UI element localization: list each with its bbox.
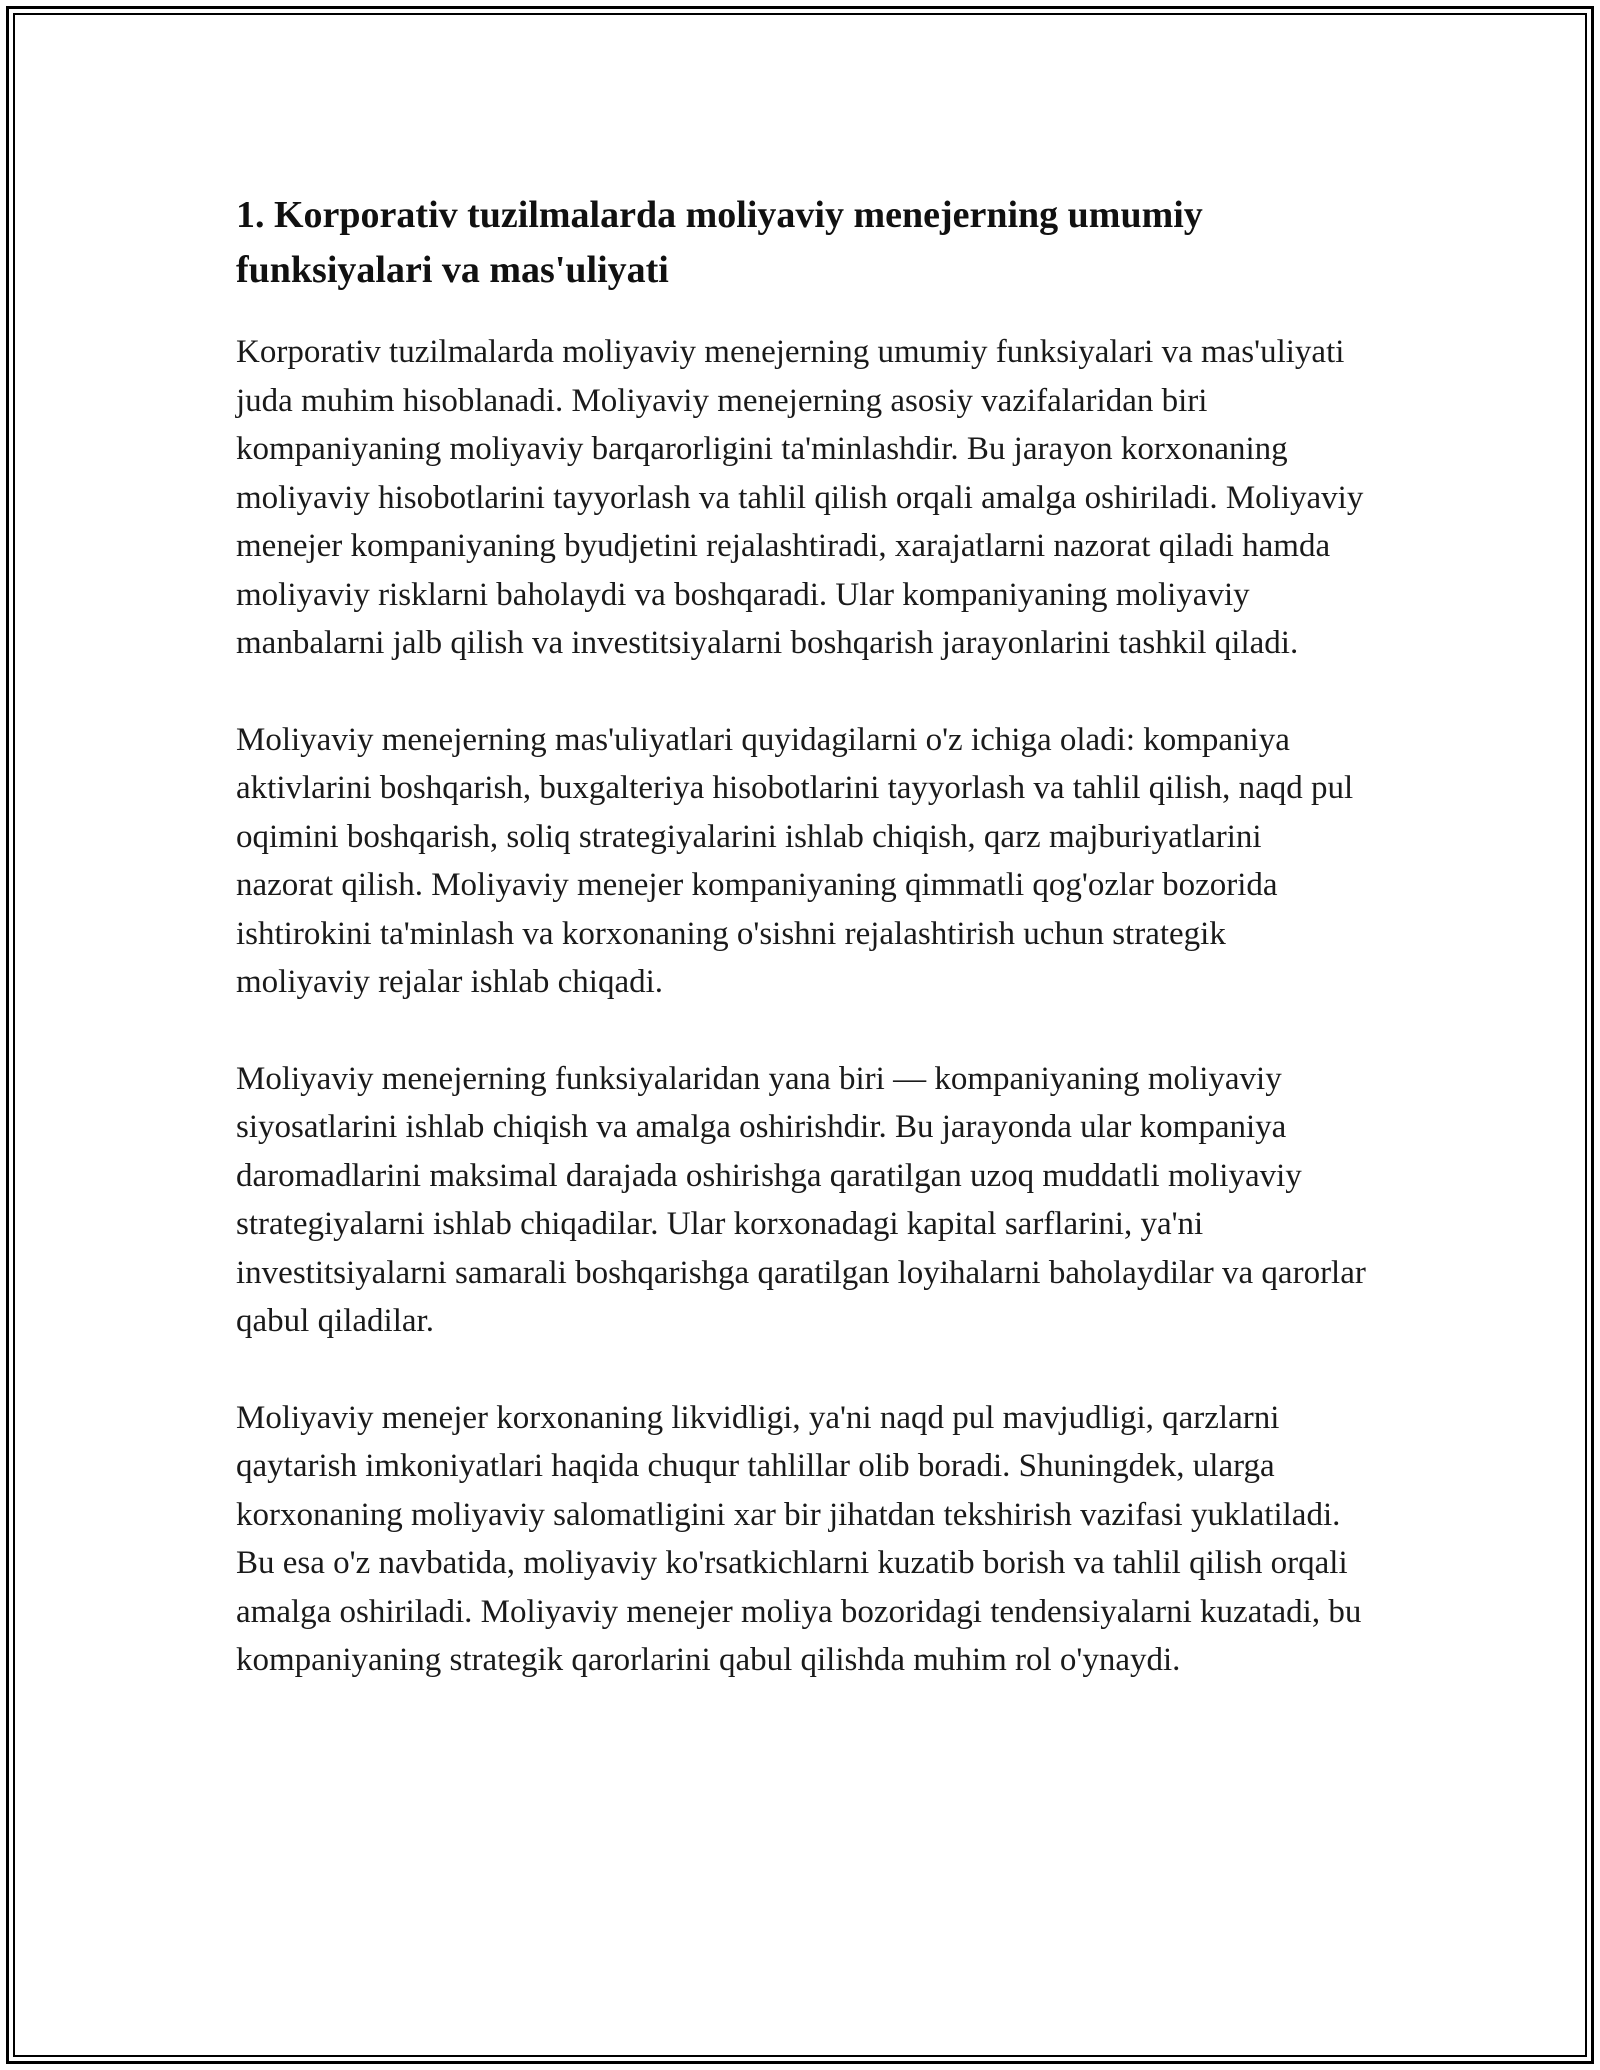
- paragraph-2: Moliyaviy menejerning mas'uliyatlari quyidagilarni o'z ichiga oladi: kompaniya aktivlarini boshqarish, buxgalteriya hisobotlarini tayyorlash va tahlil qilish, naqd pul oqimini boshqarish, soliq strategiyalarini ishlab chiqish, qarz majburiyatlarini nazorat qilish. Moliyaviy menejer kompaniyaning qimmatli qog'ozlar bozorida ishtirokini ta'minlash va korxonaning o'sishni rejalashtirish uchun strategik moliyaviy rejalar ishlab chiqadi.: [236, 721, 1354, 1000]
- paragraph-3: Moliyaviy menejerning funksiyalaridan yana biri — kompaniyaning moliyaviy siyosatlarini ishlab chiqish va amalga oshirishdir. Bu jarayonda ular kompaniya daromadlarini maksimal darajada oshirishga qaratilgan uzoq muddatli moliyaviy strategiyalarni ishlab chiqadilar. Ular korxonadagi kapital sarflarini, ya'ni investitsiyalarni samarali boshqarishga qaratilgan loyihalarni baholaydilar va qarorlar qabul qiladilar.: [236, 1060, 1366, 1339]
- section-heading: 1. Korporativ tuzilmalarda moliyaviy menejerning umumiy funksiyalari va mas'uliyati: [236, 194, 1203, 291]
- paragraph-4: Moliyaviy menejer korxonaning likvidligi, ya'ni naqd pul mavjudligi, qarzlarni qaytarish imkoniyatlari haqida chuqur tahlillar olib boradi. Shuningdek, ularga korxonaning moliyaviy salomatligini xar bir jihatdan tekshirish vazifasi yuklatiladi. Bu esa o'z navbatida, moliyaviy ko'rsatkichlarni kuzatib borish va tahlil qilish orqali amalga oshiriladi. Moliyaviy menejer moliya bozoridagi tendensiyalarni kuzatadi, bu kompaniyaning strategik qarorlarini qabul qilishda muhim rol o'ynaydi.: [236, 1399, 1362, 1678]
- paragraph-1: Korporativ tuzilmalarda moliyaviy menejerning umumiy funksiyalari va mas'uliyati juda muhim hisoblanadi. Moliyaviy menejerning asosiy vazifalaridan biri kompaniyaning moliyaviy barqarorligini ta'minlashdir. Bu jarayon korxonaning moliyaviy hisobotlarini tayyorlash va tahlil qilish orqali amalga oshiriladi. Moliyaviy menejer kompaniyaning byudjetini rejalashtiradi, xarajatlarni nazorat qiladi hamda moliyaviy risklarni baholaydi va boshqaradi. Ular kompaniyaning moliyaviy manbalarni jalb qilish va investitsiyalarni boshqarish jarayonlarini tashkil qiladi.: [236, 334, 1364, 661]
- document-body: [236, 188, 1366, 1733]
